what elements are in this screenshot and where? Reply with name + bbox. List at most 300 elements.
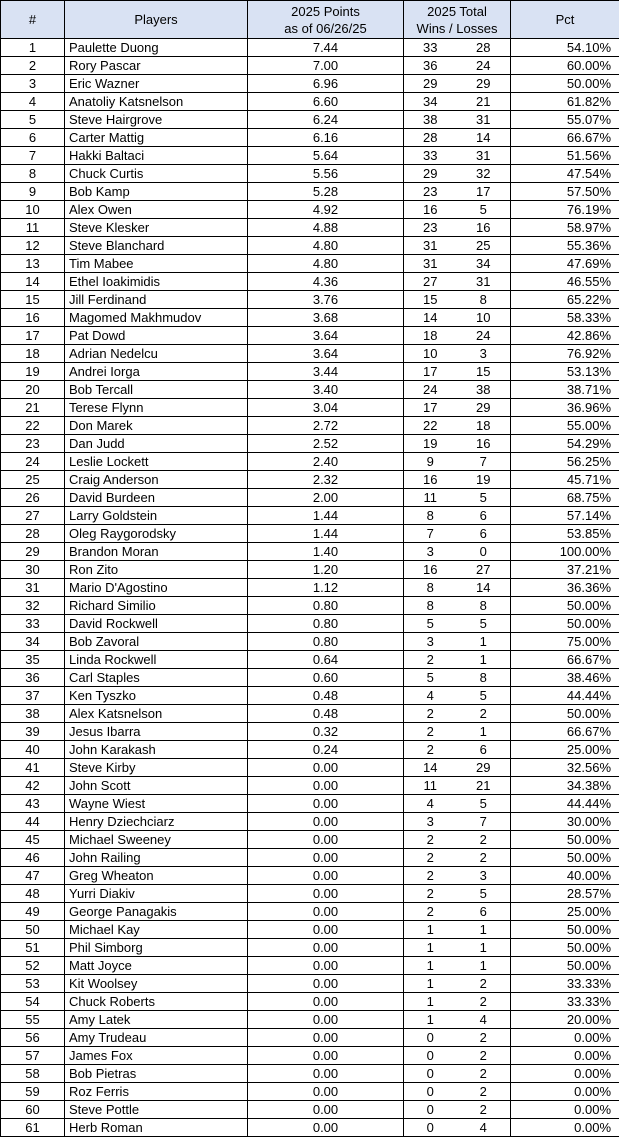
cell-points: 3.76 [248,291,404,309]
table-row [1,579,619,597]
cell-points: 0.60 [248,669,404,687]
header-wl-line2: Wins / Losses [417,21,498,36]
cell-wins: 2 [404,903,457,921]
cell-rank: 27 [1,507,65,525]
cell-rank: 37 [1,687,65,705]
cell-losses: 21 [457,93,511,111]
table-row [1,669,619,687]
cell-wins: 1 [404,975,457,993]
cell-wins: 17 [404,399,457,417]
cell-losses: 7 [457,453,511,471]
cell-pct: 40.00% [511,867,619,885]
cell-points: 2.52 [248,435,404,453]
cell-player: Anatoliy Katsnelson [65,93,248,111]
table-row [1,795,619,813]
table-row [1,507,619,525]
cell-rank: 48 [1,885,65,903]
cell-player: David Burdeen [65,489,248,507]
cell-pct: 0.00% [511,1065,619,1083]
cell-losses: 15 [457,363,511,381]
cell-rank: 36 [1,669,65,687]
cell-points: 6.16 [248,129,404,147]
cell-points: 3.64 [248,327,404,345]
cell-wins: 28 [404,129,457,147]
cell-player: Adrian Nedelcu [65,345,248,363]
table-row [1,849,619,867]
cell-wins: 27 [404,273,457,291]
table-row [1,57,619,75]
cell-rank: 40 [1,741,65,759]
table-row [1,453,619,471]
cell-pct: 47.69% [511,255,619,273]
cell-points: 6.96 [248,75,404,93]
cell-losses: 5 [457,201,511,219]
table-row [1,561,619,579]
cell-player: Matt Joyce [65,957,248,975]
cell-losses: 16 [457,219,511,237]
cell-rank: 59 [1,1083,65,1101]
table-row [1,741,619,759]
cell-wins: 2 [404,885,457,903]
table-row [1,1029,619,1047]
cell-wins: 2 [404,849,457,867]
table-header [1,1,619,39]
cell-losses: 2 [457,1065,511,1083]
cell-rank: 17 [1,327,65,345]
cell-rank: 34 [1,633,65,651]
cell-pct: 50.00% [511,957,619,975]
cell-losses: 1 [457,633,511,651]
cell-rank: 61 [1,1119,65,1137]
cell-losses: 2 [457,975,511,993]
cell-pct: 54.29% [511,435,619,453]
table-row [1,93,619,111]
cell-pct: 0.00% [511,1119,619,1137]
cell-player: Hakki Baltaci [65,147,248,165]
cell-rank: 30 [1,561,65,579]
cell-rank: 22 [1,417,65,435]
table-row [1,687,619,705]
cell-pct: 50.00% [511,921,619,939]
cell-losses: 28 [457,39,511,57]
cell-pct: 53.13% [511,363,619,381]
cell-points: 0.24 [248,741,404,759]
cell-losses: 19 [457,471,511,489]
header-points-line2: as of 06/26/25 [284,21,366,36]
cell-losses: 8 [457,291,511,309]
table-row [1,939,619,957]
cell-wins: 29 [404,75,457,93]
cell-player: Alex Katsnelson [65,705,248,723]
cell-rank: 60 [1,1101,65,1119]
cell-wins: 0 [404,1083,457,1101]
cell-losses: 4 [457,1119,511,1137]
cell-rank: 42 [1,777,65,795]
cell-wins: 22 [404,417,457,435]
cell-pct: 50.00% [511,705,619,723]
cell-rank: 49 [1,903,65,921]
cell-points: 0.00 [248,1101,404,1119]
cell-pct: 55.36% [511,237,619,255]
cell-losses: 8 [457,669,511,687]
cell-pct: 61.82% [511,93,619,111]
cell-wins: 5 [404,669,457,687]
cell-losses: 31 [457,111,511,129]
cell-player: Ken Tyszko [65,687,248,705]
cell-player: Mario D'Agostino [65,579,248,597]
table-row [1,489,619,507]
cell-points: 0.00 [248,813,404,831]
cell-wins: 10 [404,345,457,363]
cell-wins: 1 [404,957,457,975]
cell-rank: 18 [1,345,65,363]
table-row [1,435,619,453]
cell-rank: 15 [1,291,65,309]
cell-rank: 19 [1,363,65,381]
cell-player: Steve Kirby [65,759,248,777]
cell-rank: 9 [1,183,65,201]
cell-points: 0.00 [248,795,404,813]
cell-wins: 33 [404,147,457,165]
cell-player: Bob Kamp [65,183,248,201]
cell-wins: 0 [404,1047,457,1065]
cell-pct: 34.38% [511,777,619,795]
cell-rank: 46 [1,849,65,867]
table-row [1,237,619,255]
cell-points: 4.36 [248,273,404,291]
cell-losses: 21 [457,777,511,795]
cell-wins: 14 [404,759,457,777]
cell-pct: 66.67% [511,129,619,147]
table-row [1,111,619,129]
cell-rank: 8 [1,165,65,183]
cell-pct: 66.67% [511,651,619,669]
cell-points: 0.00 [248,957,404,975]
cell-losses: 6 [457,507,511,525]
cell-points: 0.00 [248,777,404,795]
cell-player: Rory Pascar [65,57,248,75]
cell-wins: 1 [404,993,457,1011]
cell-wins: 15 [404,291,457,309]
cell-player: Amy Trudeau [65,1029,248,1047]
cell-losses: 31 [457,147,511,165]
cell-player: Jesus Ibarra [65,723,248,741]
cell-losses: 17 [457,183,511,201]
cell-wins: 29 [404,165,457,183]
cell-losses: 5 [457,615,511,633]
cell-player: Phil Simborg [65,939,248,957]
cell-player: Ron Zito [65,561,248,579]
table-row [1,39,619,57]
cell-wins: 5 [404,615,457,633]
cell-points: 6.24 [248,111,404,129]
cell-points: 0.00 [248,759,404,777]
cell-pct: 58.33% [511,309,619,327]
header-players: Players [65,1,248,39]
cell-rank: 45 [1,831,65,849]
cell-pct: 36.96% [511,399,619,417]
cell-pct: 50.00% [511,615,619,633]
cell-wins: 24 [404,381,457,399]
table-row [1,273,619,291]
cell-player: James Fox [65,1047,248,1065]
cell-wins: 3 [404,813,457,831]
cell-rank: 52 [1,957,65,975]
cell-wins: 0 [404,1101,457,1119]
cell-losses: 2 [457,993,511,1011]
cell-pct: 25.00% [511,903,619,921]
cell-losses: 1 [457,651,511,669]
cell-losses: 2 [457,849,511,867]
cell-wins: 4 [404,687,457,705]
cell-player: Steve Hairgrove [65,111,248,129]
header-rank: # [1,1,65,39]
cell-player: Craig Anderson [65,471,248,489]
cell-points: 4.92 [248,201,404,219]
cell-wins: 11 [404,489,457,507]
cell-points: 0.00 [248,975,404,993]
cell-pct: 47.54% [511,165,619,183]
cell-wins: 7 [404,525,457,543]
cell-losses: 16 [457,435,511,453]
cell-losses: 38 [457,381,511,399]
cell-losses: 32 [457,165,511,183]
table-row [1,381,619,399]
cell-pct: 32.56% [511,759,619,777]
cell-player: Bob Pietras [65,1065,248,1083]
cell-rank: 26 [1,489,65,507]
cell-pct: 60.00% [511,57,619,75]
cell-pct: 33.33% [511,975,619,993]
cell-wins: 1 [404,939,457,957]
cell-pct: 54.10% [511,39,619,57]
cell-player: Leslie Lockett [65,453,248,471]
cell-player: Linda Rockwell [65,651,248,669]
header-pct: Pct [511,1,619,39]
cell-rank: 39 [1,723,65,741]
cell-pct: 75.00% [511,633,619,651]
cell-points: 6.60 [248,93,404,111]
cell-rank: 47 [1,867,65,885]
cell-player: Alex Owen [65,201,248,219]
header-wl-line1: 2025 Total [427,4,487,19]
cell-rank: 6 [1,129,65,147]
cell-rank: 29 [1,543,65,561]
cell-rank: 54 [1,993,65,1011]
cell-player: Kit Woolsey [65,975,248,993]
cell-player: Ethel Ioakimidis [65,273,248,291]
cell-rank: 14 [1,273,65,291]
cell-player: Chuck Roberts [65,993,248,1011]
cell-losses: 14 [457,579,511,597]
cell-losses: 2 [457,831,511,849]
table-row [1,705,619,723]
cell-player: Jill Ferdinand [65,291,248,309]
cell-wins: 8 [404,597,457,615]
table-row [1,1047,619,1065]
cell-rank: 58 [1,1065,65,1083]
cell-losses: 5 [457,489,511,507]
cell-player: Roz Ferris [65,1083,248,1101]
cell-wins: 8 [404,579,457,597]
cell-pct: 20.00% [511,1011,619,1029]
cell-wins: 14 [404,309,457,327]
table-row [1,1065,619,1083]
cell-rank: 35 [1,651,65,669]
cell-player: John Railing [65,849,248,867]
cell-player: Terese Flynn [65,399,248,417]
cell-wins: 1 [404,921,457,939]
table-row [1,399,619,417]
cell-pct: 50.00% [511,597,619,615]
cell-wins: 2 [404,651,457,669]
cell-player: Bob Tercall [65,381,248,399]
cell-points: 0.00 [248,903,404,921]
cell-wins: 17 [404,363,457,381]
table-row [1,921,619,939]
cell-pct: 0.00% [511,1083,619,1101]
table-row [1,903,619,921]
cell-losses: 5 [457,795,511,813]
cell-points: 0.00 [248,1047,404,1065]
cell-points: 1.44 [248,507,404,525]
cell-rank: 11 [1,219,65,237]
cell-pct: 30.00% [511,813,619,831]
table-row [1,309,619,327]
cell-losses: 2 [457,1083,511,1101]
cell-rank: 28 [1,525,65,543]
cell-pct: 50.00% [511,849,619,867]
table-row [1,975,619,993]
cell-player: Herb Roman [65,1119,248,1137]
table-row [1,777,619,795]
cell-losses: 25 [457,237,511,255]
cell-rank: 32 [1,597,65,615]
cell-pct: 33.33% [511,993,619,1011]
cell-rank: 24 [1,453,65,471]
table-row [1,471,619,489]
cell-wins: 31 [404,255,457,273]
cell-player: Amy Latek [65,1011,248,1029]
table-row [1,147,619,165]
cell-rank: 13 [1,255,65,273]
cell-player: John Karakash [65,741,248,759]
cell-pct: 25.00% [511,741,619,759]
cell-pct: 46.55% [511,273,619,291]
cell-pct: 37.21% [511,561,619,579]
cell-points: 0.00 [248,885,404,903]
cell-player: Dan Judd [65,435,248,453]
cell-rank: 16 [1,309,65,327]
cell-points: 2.32 [248,471,404,489]
cell-wins: 23 [404,219,457,237]
cell-rank: 43 [1,795,65,813]
cell-rank: 10 [1,201,65,219]
cell-wins: 36 [404,57,457,75]
cell-points: 1.44 [248,525,404,543]
cell-points: 2.72 [248,417,404,435]
cell-player: Andrei Iorga [65,363,248,381]
cell-points: 0.00 [248,1065,404,1083]
cell-points: 0.00 [248,1029,404,1047]
cell-player: Steve Blanchard [65,237,248,255]
cell-losses: 34 [457,255,511,273]
cell-player: Steve Pottle [65,1101,248,1119]
cell-pct: 44.44% [511,795,619,813]
cell-player: Pat Dowd [65,327,248,345]
cell-player: Chuck Curtis [65,165,248,183]
cell-pct: 55.00% [511,417,619,435]
table-row [1,831,619,849]
table-row [1,345,619,363]
cell-losses: 6 [457,903,511,921]
table-row [1,327,619,345]
cell-player: Michael Kay [65,921,248,939]
cell-pct: 76.92% [511,345,619,363]
cell-pct: 57.14% [511,507,619,525]
cell-player: Larry Goldstein [65,507,248,525]
cell-player: Steve Klesker [65,219,248,237]
cell-rank: 53 [1,975,65,993]
table-row [1,615,619,633]
cell-player: Richard Similio [65,597,248,615]
cell-wins: 19 [404,435,457,453]
header-wins-losses [404,1,511,39]
cell-points: 5.56 [248,165,404,183]
cell-rank: 33 [1,615,65,633]
cell-player: Eric Wazner [65,75,248,93]
table-row [1,759,619,777]
cell-rank: 50 [1,921,65,939]
cell-player: Carter Mattig [65,129,248,147]
cell-points: 4.80 [248,255,404,273]
cell-rank: 20 [1,381,65,399]
cell-points: 0.00 [248,867,404,885]
cell-losses: 2 [457,1029,511,1047]
cell-points: 5.28 [248,183,404,201]
cell-points: 0.00 [248,993,404,1011]
cell-pct: 38.46% [511,669,619,687]
table-body [1,39,619,1137]
cell-losses: 29 [457,75,511,93]
cell-losses: 0 [457,543,511,561]
cell-losses: 24 [457,57,511,75]
cell-losses: 1 [457,957,511,975]
cell-losses: 24 [457,327,511,345]
cell-rank: 41 [1,759,65,777]
header-points-line1: 2025 Points [291,4,360,19]
table-row [1,75,619,93]
cell-pct: 45.71% [511,471,619,489]
cell-rank: 44 [1,813,65,831]
cell-losses: 10 [457,309,511,327]
cell-points: 0.80 [248,597,404,615]
cell-losses: 1 [457,723,511,741]
cell-points: 1.20 [248,561,404,579]
table-row [1,201,619,219]
cell-pct: 38.71% [511,381,619,399]
cell-points: 3.44 [248,363,404,381]
table-row [1,165,619,183]
cell-wins: 34 [404,93,457,111]
cell-player: Carl Staples [65,669,248,687]
cell-pct: 36.36% [511,579,619,597]
cell-rank: 7 [1,147,65,165]
cell-points: 4.80 [248,237,404,255]
table-row [1,1011,619,1029]
table-row [1,885,619,903]
cell-wins: 3 [404,543,457,561]
